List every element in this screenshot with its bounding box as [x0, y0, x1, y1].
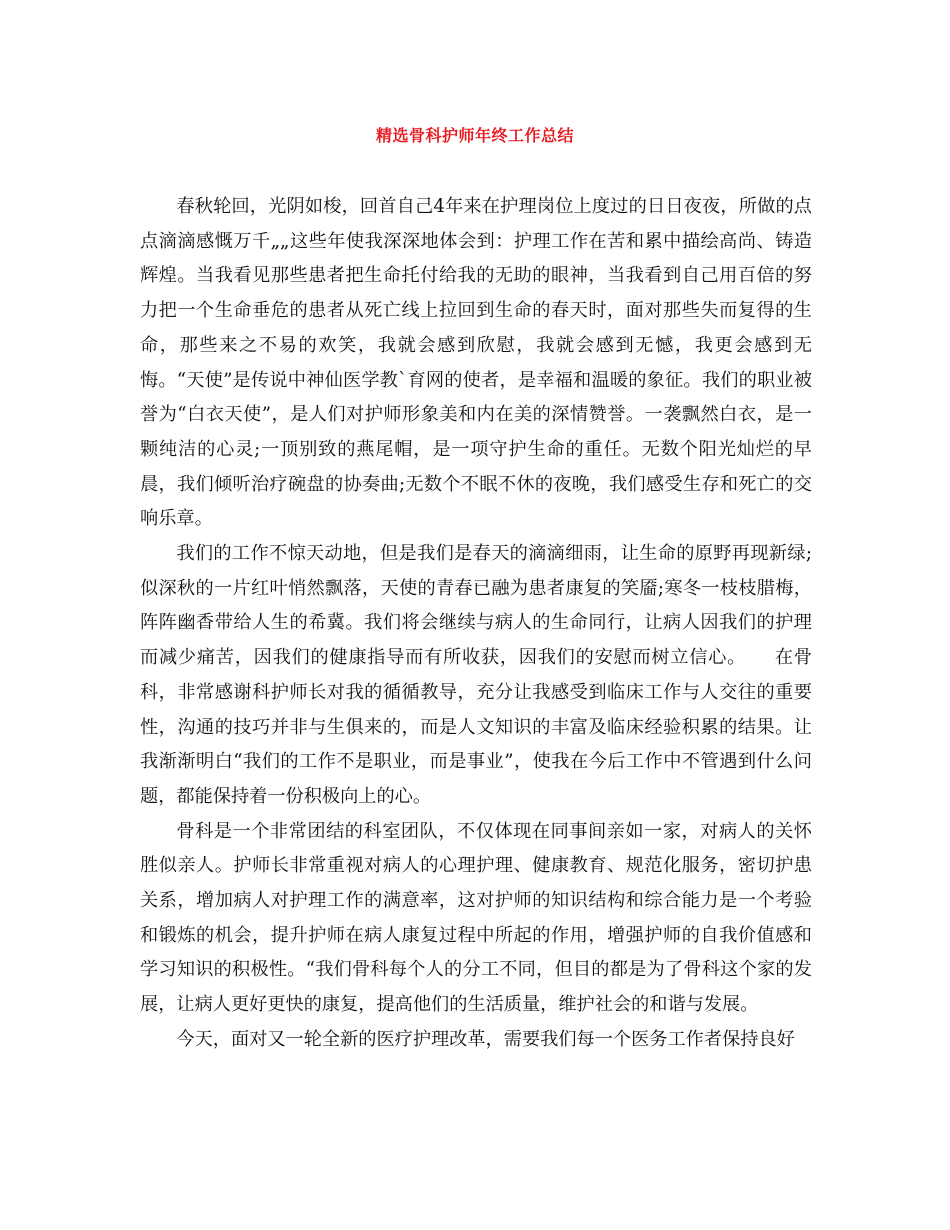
document-body [140, 190, 812, 1058]
paragraph-4: 今天，面对又一轮全新的医疗护理改革，需要我们每一个医务工作者保持良好 [176, 1028, 795, 1050]
paragraph-3: 骨科是一个非常团结的科室团队，不仅体现在同事间亲如一家，对病人的关怀胜似亲人。护师长非常重视对病人的心理护理、健康教育、规范化服务，密切护患关系，增加病人对护理工作的满意率，这对护师的知识结构和综合能力是一个考验和锻炼的机会，提升护师在病人康复过程中所起的作用，增强护师的自我价值感和学习知识的积极性。“我们骨科每个人的分工不同，但目的都是为了骨科这个家的发展，让病人更好更快的康复，提高他们的生活质量，维护社会的和谐与发展。 [140, 820, 812, 1016]
paragraph-1: 春秋轮回，光阴如梭，回首自己4年来在护理岗位上度过的日日夜夜，所做的点点滴滴感慨万千„„这些年使我深深地体会到：护理工作在苦和累中描绘高尚、铸造辉煌。当我看见那些患者把生命托付给我的无助的眼神，当我看到自己用百倍的努力把一个生命垂危的患者从死亡线上拉回到生命的春天时，面对那些失而复得的生命，那些来之不易的欢笑，我就会感到欣慰，我就会感到无憾，我更会感到无悔。“天使”是传说中神仙医学教`育网的使者，是幸福和温暖的象征。我们的职业被誉为“白衣天使”，是人们对护师形象美和内在美的深情赞誉。一袭飘然白衣，是一颗纯洁的心灵;一顶别致的燕尾帽，是一项守护生命的重任。无数个阳光灿烂的早晨，我们倾听治疗碗盘的协奏曲;无数个不眠不休的夜晚，我们感受生存和死亡的交响乐章。 [140, 196, 812, 530]
paragraph-2: 我们的工作不惊天动地，但是我们是春天的滴滴细雨，让生命的原野再现新绿;似深秋的一片红叶悄然飘落，天使的青春已融为患者康复的笑靥;寒冬一枝枝腊梅，阵阵幽香带给人生的希冀。我们将会继续与病人的生命同行，让病人因我们的护理而减少痛苦，因我们的健康指导而有所收获，因我们的安慰而树立信心。 在骨科，非常感谢科护师长对我的循循教导，充分让我感受到临床工作与人交往的重要性，沟通的技巧并非与生俱来的，而是人文知识的丰富及临床经验积累的结果。让我渐渐明白“我们的工作不是职业，而是事业”，使我在今后工作中不管遇到什么问题，都能保持着一份积极向上的心。 [140, 543, 812, 807]
document-title: 精选骨科护师年终工作总结 [375, 126, 574, 145]
